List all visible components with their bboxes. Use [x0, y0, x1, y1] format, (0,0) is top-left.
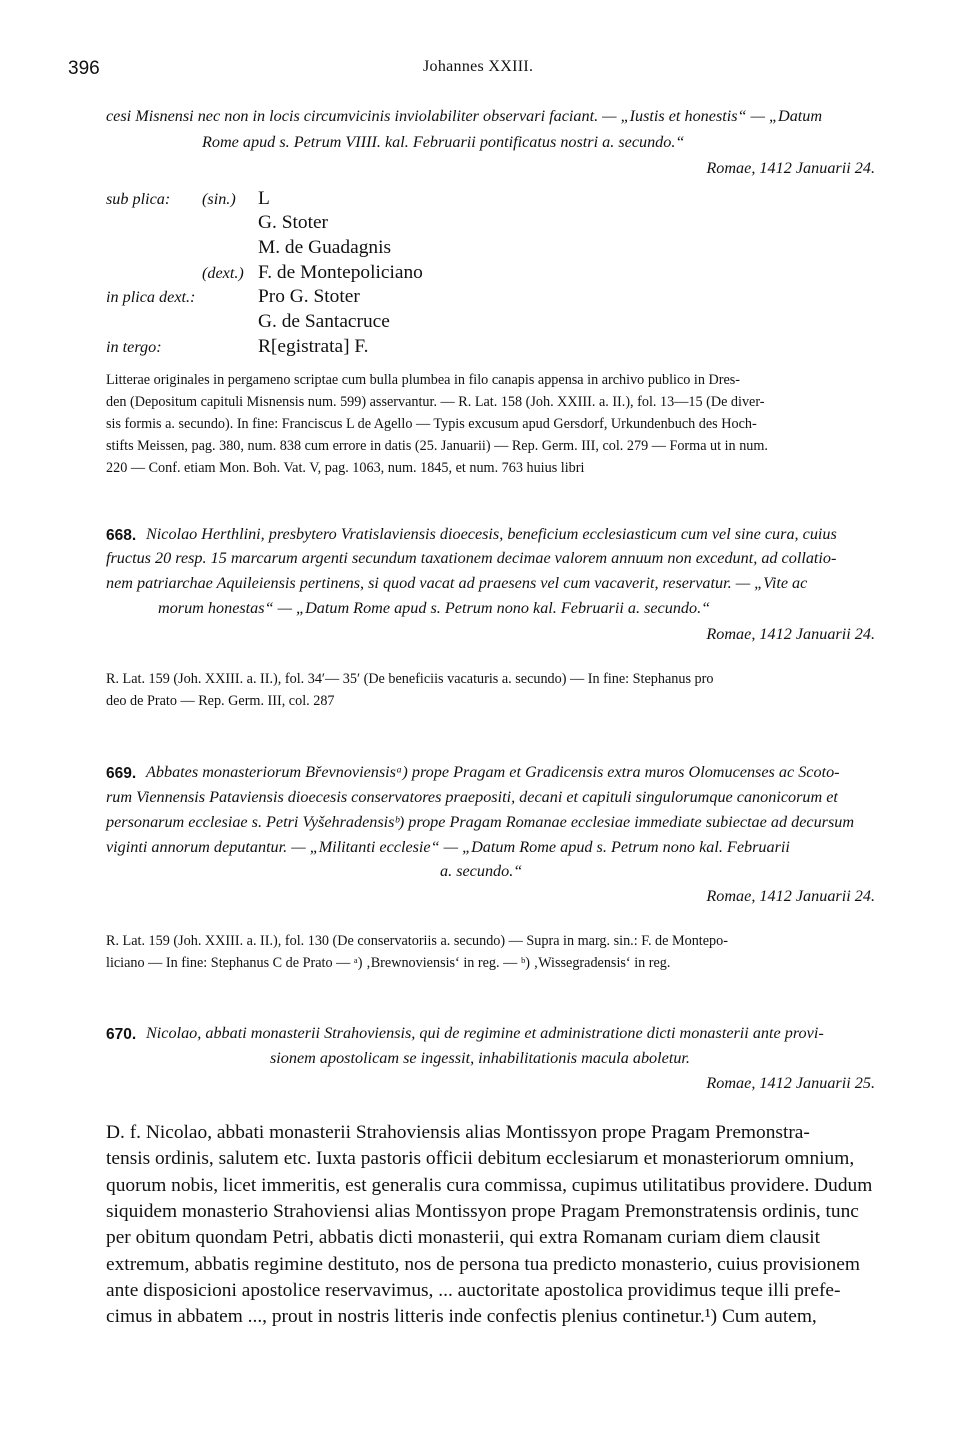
subscription-name: L [258, 188, 270, 209]
entry-number: 670. [106, 1026, 137, 1043]
sin-label: (sin.) [202, 190, 236, 208]
body-line: ante disposicioni apostolice reservavimus, ... auctoritate apostolica providimus teque illi prefe- [106, 1280, 841, 1301]
entry-regest-line: morum honestas“ — „Datum Rome apud s. Petrum nono kal. Februarii a. secundo.“ [158, 599, 711, 617]
subscription-name: Pro G. Stoter [258, 286, 360, 307]
running-title: Johannes XXIII. [423, 58, 534, 75]
body-line: siquidem monasterio Strahoviensi alias Montissyon prope Pragam Premonstratensis ordinis, tunc [106, 1201, 859, 1222]
page-number: 396 [68, 58, 100, 79]
note-line: sis formis a. secundo). In fine: Franciscus L de Agello — Typis excusum apud Gersdorf, Urkundenbuch des Hoch- [106, 416, 757, 432]
entry-date: Romae, 1412 Januarii 24. [706, 887, 875, 905]
note-line: Litterae originales in pergameno scriptae cum bulla plumbea in filo canapis appensa in archivo publico in Dres- [106, 372, 741, 388]
entry-date: Romae, 1412 Januarii 25. [706, 1074, 875, 1092]
entry-regest-line: nem patriarchae Aquileiensis pertinens, si quod vacat ad praesens vel cum vacaverit, reservatur. — „Vite ac [106, 574, 808, 592]
note-line: liciano — In fine: Stephanus C de Prato — ᵃ) ‚Brewnoviensis‘ in reg. — ᵇ) ‚Wissegradensis‘ in reg. [106, 955, 671, 971]
entry-regest-line: Nicolao Herthlini, presbytero Vratislaviensis dioecesis, beneficium ecclesiasticum cum vel sine cura, cuius [146, 525, 837, 543]
entry-regest-line: rum Viennensis Pataviensis dioecesis conservatores praepositi, decani et capituli singulorumque canonicorum et [106, 788, 838, 806]
body-line: tensis ordinis, salutem etc. Iuxta pastoris officii debitum ecclesiarum et monasteriorum omnium, [106, 1148, 855, 1169]
body-line: D. f. Nicolao, abbati monasterii Strahoviensis alias Montissyon prope Pragam Premonstra- [106, 1122, 810, 1143]
entry-regest-line: Abbates monasteriorum Břevnoviensisᵃ) prope Pragam et Gradicensis extra muros Olomucenses ac Scoto- [146, 763, 840, 781]
continuation-date: Romae, 1412 Januarii 24. [706, 159, 875, 177]
note-line: deo de Prato — Rep. Germ. III, col. 287 [106, 693, 335, 709]
sub-plica-label: sub plica: [106, 190, 171, 208]
entry-regest-line: fructus 20 resp. 15 marcarum argenti secundum taxationem decimae valorem annuum non excedunt, ad collatio- [106, 549, 837, 567]
entry-regest-line: Nicolao, abbati monasterii Strahoviensis, qui de regimine et administratione dicti monasterii ante provi- [146, 1024, 824, 1042]
continuation-line-2: Rome apud s. Petrum VIIII. kal. Februarii pontificatus nostri a. secundo.“ [202, 133, 685, 151]
body-line: quorum nobis, licet immeritis, est generalis cura commissa, cupimus utilitatibus providere. Dudum [106, 1175, 873, 1196]
subscription-name: G. de Santacruce [258, 311, 390, 332]
body-line: cimus in abbatem ..., prout in nostris litteris inde confectis plenius continetur.¹) Cum autem, [106, 1306, 817, 1327]
dext-label: (dext.) [202, 264, 244, 282]
subscription-name: G. Stoter [258, 212, 329, 233]
subscription-name: R[egistrata] F. [258, 336, 369, 357]
note-line: stifts Meissen, pag. 380, num. 838 cum errore in datis (25. Januarii) — Rep. Germ. III, col. 279 — Forma ut in num. [106, 438, 768, 454]
entry-regest-line: sionem apostolicam se ingessit, inhabilitationis macula aboletur. [270, 1049, 690, 1067]
subscription-name: F. de Montepoliciano [258, 262, 423, 283]
body-line: per obitum quondam Petri, abbatis dicti monasterii, qui extra Romanam curiam diem clausit [106, 1227, 821, 1248]
note-line: den (Depositum capituli Misnensis num. 599) asservantur. — R. Lat. 158 (Joh. XXIII. a. II.), fol. 13—15 (De diver- [106, 394, 765, 410]
in-plica-dext-label: in plica dext.: [106, 288, 196, 306]
subscription-name: M. de Guadagnis [258, 237, 392, 258]
body-line: extremum, abbatis regimine destituto, nos de persona tua predicto monasterio, cuius provisionem [106, 1254, 860, 1275]
entry-regest-line: personarum ecclesiae s. Petri Vyšehradensisᵇ) prope Pragam Romanae ecclesiae immediate subiectae ad decursum [106, 813, 855, 831]
continuation-line-1: cesi Misnensi nec non in locis circumvicinis inviolabiliter observari faciant. — „Iustis et honestis“ — „Datum [106, 107, 823, 125]
in-tergo-label: in tergo: [106, 338, 162, 356]
note-line: 220 — Conf. etiam Mon. Boh. Vat. V, pag. 1063, num. 1845, et num. 763 huius libri [106, 460, 585, 476]
entry-regest-line: viginti annorum deputantur. — „Militanti ecclesie“ — „Datum Rome apud s. Petrum nono kal. Februarii [106, 838, 790, 856]
entry-number: 669. [106, 765, 137, 782]
note-line: R. Lat. 159 (Joh. XXIII. a. II.), fol. 130 (De conservatoriis a. secundo) — Supra in marg. sin.: F. de Montepo- [106, 933, 728, 949]
note-line: R. Lat. 159 (Joh. XXIII. a. II.), fol. 34′— 35′ (De beneficiis vacaturis a. secundo) — In fine: Stephanus pro [106, 671, 714, 687]
entry-date: Romae, 1412 Januarii 24. [706, 625, 875, 643]
entry-regest-line: a. secundo.“ [440, 862, 523, 880]
entry-number: 668. [106, 527, 137, 544]
